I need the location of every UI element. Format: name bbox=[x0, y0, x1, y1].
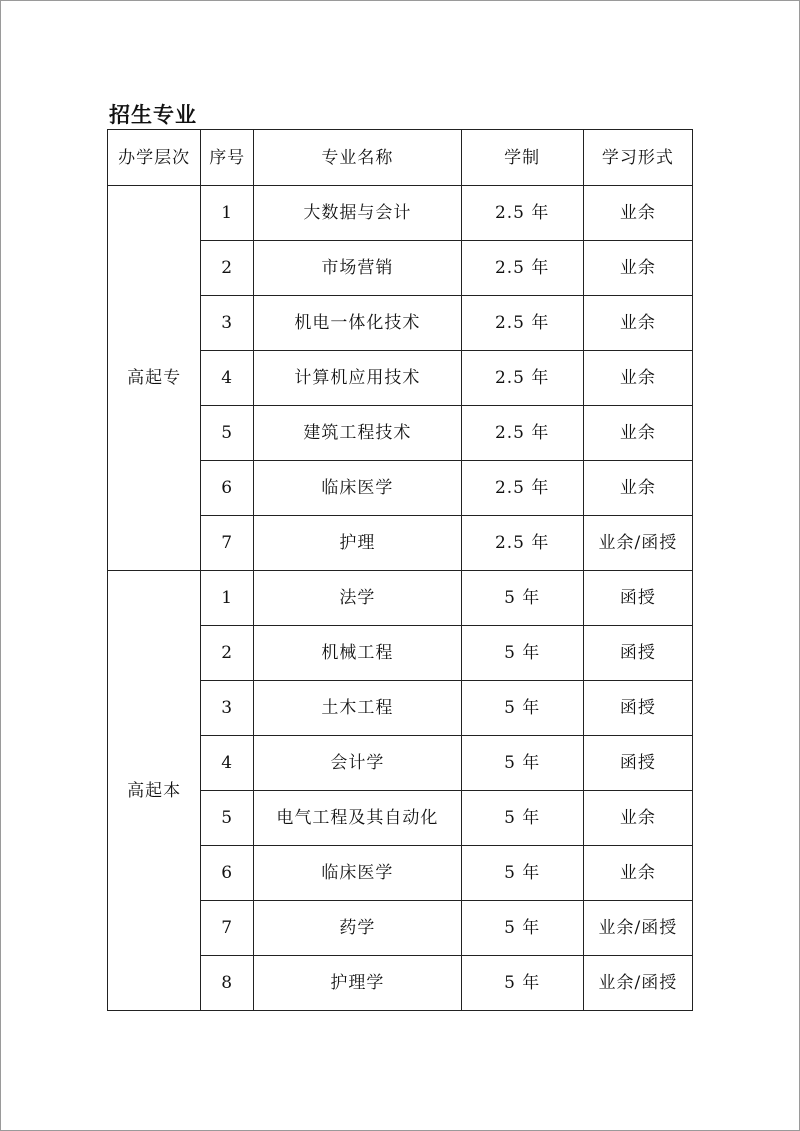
seq-cell: 5 bbox=[201, 406, 254, 461]
major-name-cell: 大数据与会计 bbox=[254, 186, 461, 241]
header-level: 办学层次 bbox=[108, 130, 201, 186]
study-mode-cell: 业余/函授 bbox=[583, 956, 692, 1011]
seq-cell: 7 bbox=[201, 516, 254, 571]
duration-cell: 5 年 bbox=[461, 681, 583, 736]
table-header-row bbox=[108, 130, 693, 186]
duration-cell: 2.5 年 bbox=[461, 516, 583, 571]
seq-cell: 4 bbox=[201, 351, 254, 406]
study-mode-cell: 业余 bbox=[583, 241, 692, 296]
seq-cell: 8 bbox=[201, 956, 254, 1011]
study-mode-cell: 函授 bbox=[583, 681, 692, 736]
seq-cell: 6 bbox=[201, 461, 254, 516]
header-mode: 学习形式 bbox=[583, 130, 692, 186]
duration-cell: 5 年 bbox=[461, 901, 583, 956]
seq-cell: 3 bbox=[201, 296, 254, 351]
seq-cell: 1 bbox=[201, 571, 254, 626]
duration-cell: 5 年 bbox=[461, 571, 583, 626]
seq-cell: 6 bbox=[201, 846, 254, 901]
seq-cell: 3 bbox=[201, 681, 254, 736]
seq-cell: 1 bbox=[201, 186, 254, 241]
study-mode-cell: 业余 bbox=[583, 296, 692, 351]
duration-cell: 2.5 年 bbox=[461, 406, 583, 461]
duration-cell: 2.5 年 bbox=[461, 186, 583, 241]
seq-cell: 7 bbox=[201, 901, 254, 956]
header-duration: 学制 bbox=[461, 130, 583, 186]
majors-table bbox=[107, 129, 693, 1011]
major-name-cell: 土木工程 bbox=[254, 681, 461, 736]
seq-cell: 4 bbox=[201, 736, 254, 791]
study-mode-cell: 业余 bbox=[583, 461, 692, 516]
major-name-cell: 机械工程 bbox=[254, 626, 461, 681]
seq-cell: 5 bbox=[201, 791, 254, 846]
seq-cell: 2 bbox=[201, 626, 254, 681]
table-row bbox=[108, 186, 693, 241]
study-mode-cell: 业余 bbox=[583, 846, 692, 901]
major-name-cell: 法学 bbox=[254, 571, 461, 626]
study-mode-cell: 业余/函授 bbox=[583, 516, 692, 571]
major-name-cell: 临床医学 bbox=[254, 846, 461, 901]
major-name-cell: 护理 bbox=[254, 516, 461, 571]
header-name: 专业名称 bbox=[254, 130, 461, 186]
seq-cell: 2 bbox=[201, 241, 254, 296]
duration-cell: 2.5 年 bbox=[461, 241, 583, 296]
major-name-cell: 临床医学 bbox=[254, 461, 461, 516]
major-name-cell: 护理学 bbox=[254, 956, 461, 1011]
major-name-cell: 电气工程及其自动化 bbox=[254, 791, 461, 846]
section-title: 招生专业 bbox=[109, 103, 197, 127]
duration-cell: 5 年 bbox=[461, 626, 583, 681]
study-mode-cell: 业余 bbox=[583, 791, 692, 846]
study-mode-cell: 函授 bbox=[583, 736, 692, 791]
level-cell: 高起本 bbox=[108, 571, 201, 1011]
major-name-cell: 市场营销 bbox=[254, 241, 461, 296]
duration-cell: 2.5 年 bbox=[461, 296, 583, 351]
table-row bbox=[108, 571, 693, 626]
duration-cell: 2.5 年 bbox=[461, 461, 583, 516]
duration-cell: 5 年 bbox=[461, 736, 583, 791]
study-mode-cell: 业余 bbox=[583, 406, 692, 461]
study-mode-cell: 函授 bbox=[583, 571, 692, 626]
header-seq: 序号 bbox=[201, 130, 254, 186]
major-name-cell: 建筑工程技术 bbox=[254, 406, 461, 461]
duration-cell: 2.5 年 bbox=[461, 351, 583, 406]
major-name-cell: 机电一体化技术 bbox=[254, 296, 461, 351]
study-mode-cell: 业余 bbox=[583, 186, 692, 241]
study-mode-cell: 函授 bbox=[583, 626, 692, 681]
level-cell: 高起专 bbox=[108, 186, 201, 571]
major-name-cell: 会计学 bbox=[254, 736, 461, 791]
major-name-cell: 药学 bbox=[254, 901, 461, 956]
study-mode-cell: 业余 bbox=[583, 351, 692, 406]
duration-cell: 5 年 bbox=[461, 956, 583, 1011]
duration-cell: 5 年 bbox=[461, 791, 583, 846]
study-mode-cell: 业余/函授 bbox=[583, 901, 692, 956]
major-name-cell: 计算机应用技术 bbox=[254, 351, 461, 406]
duration-cell: 5 年 bbox=[461, 846, 583, 901]
